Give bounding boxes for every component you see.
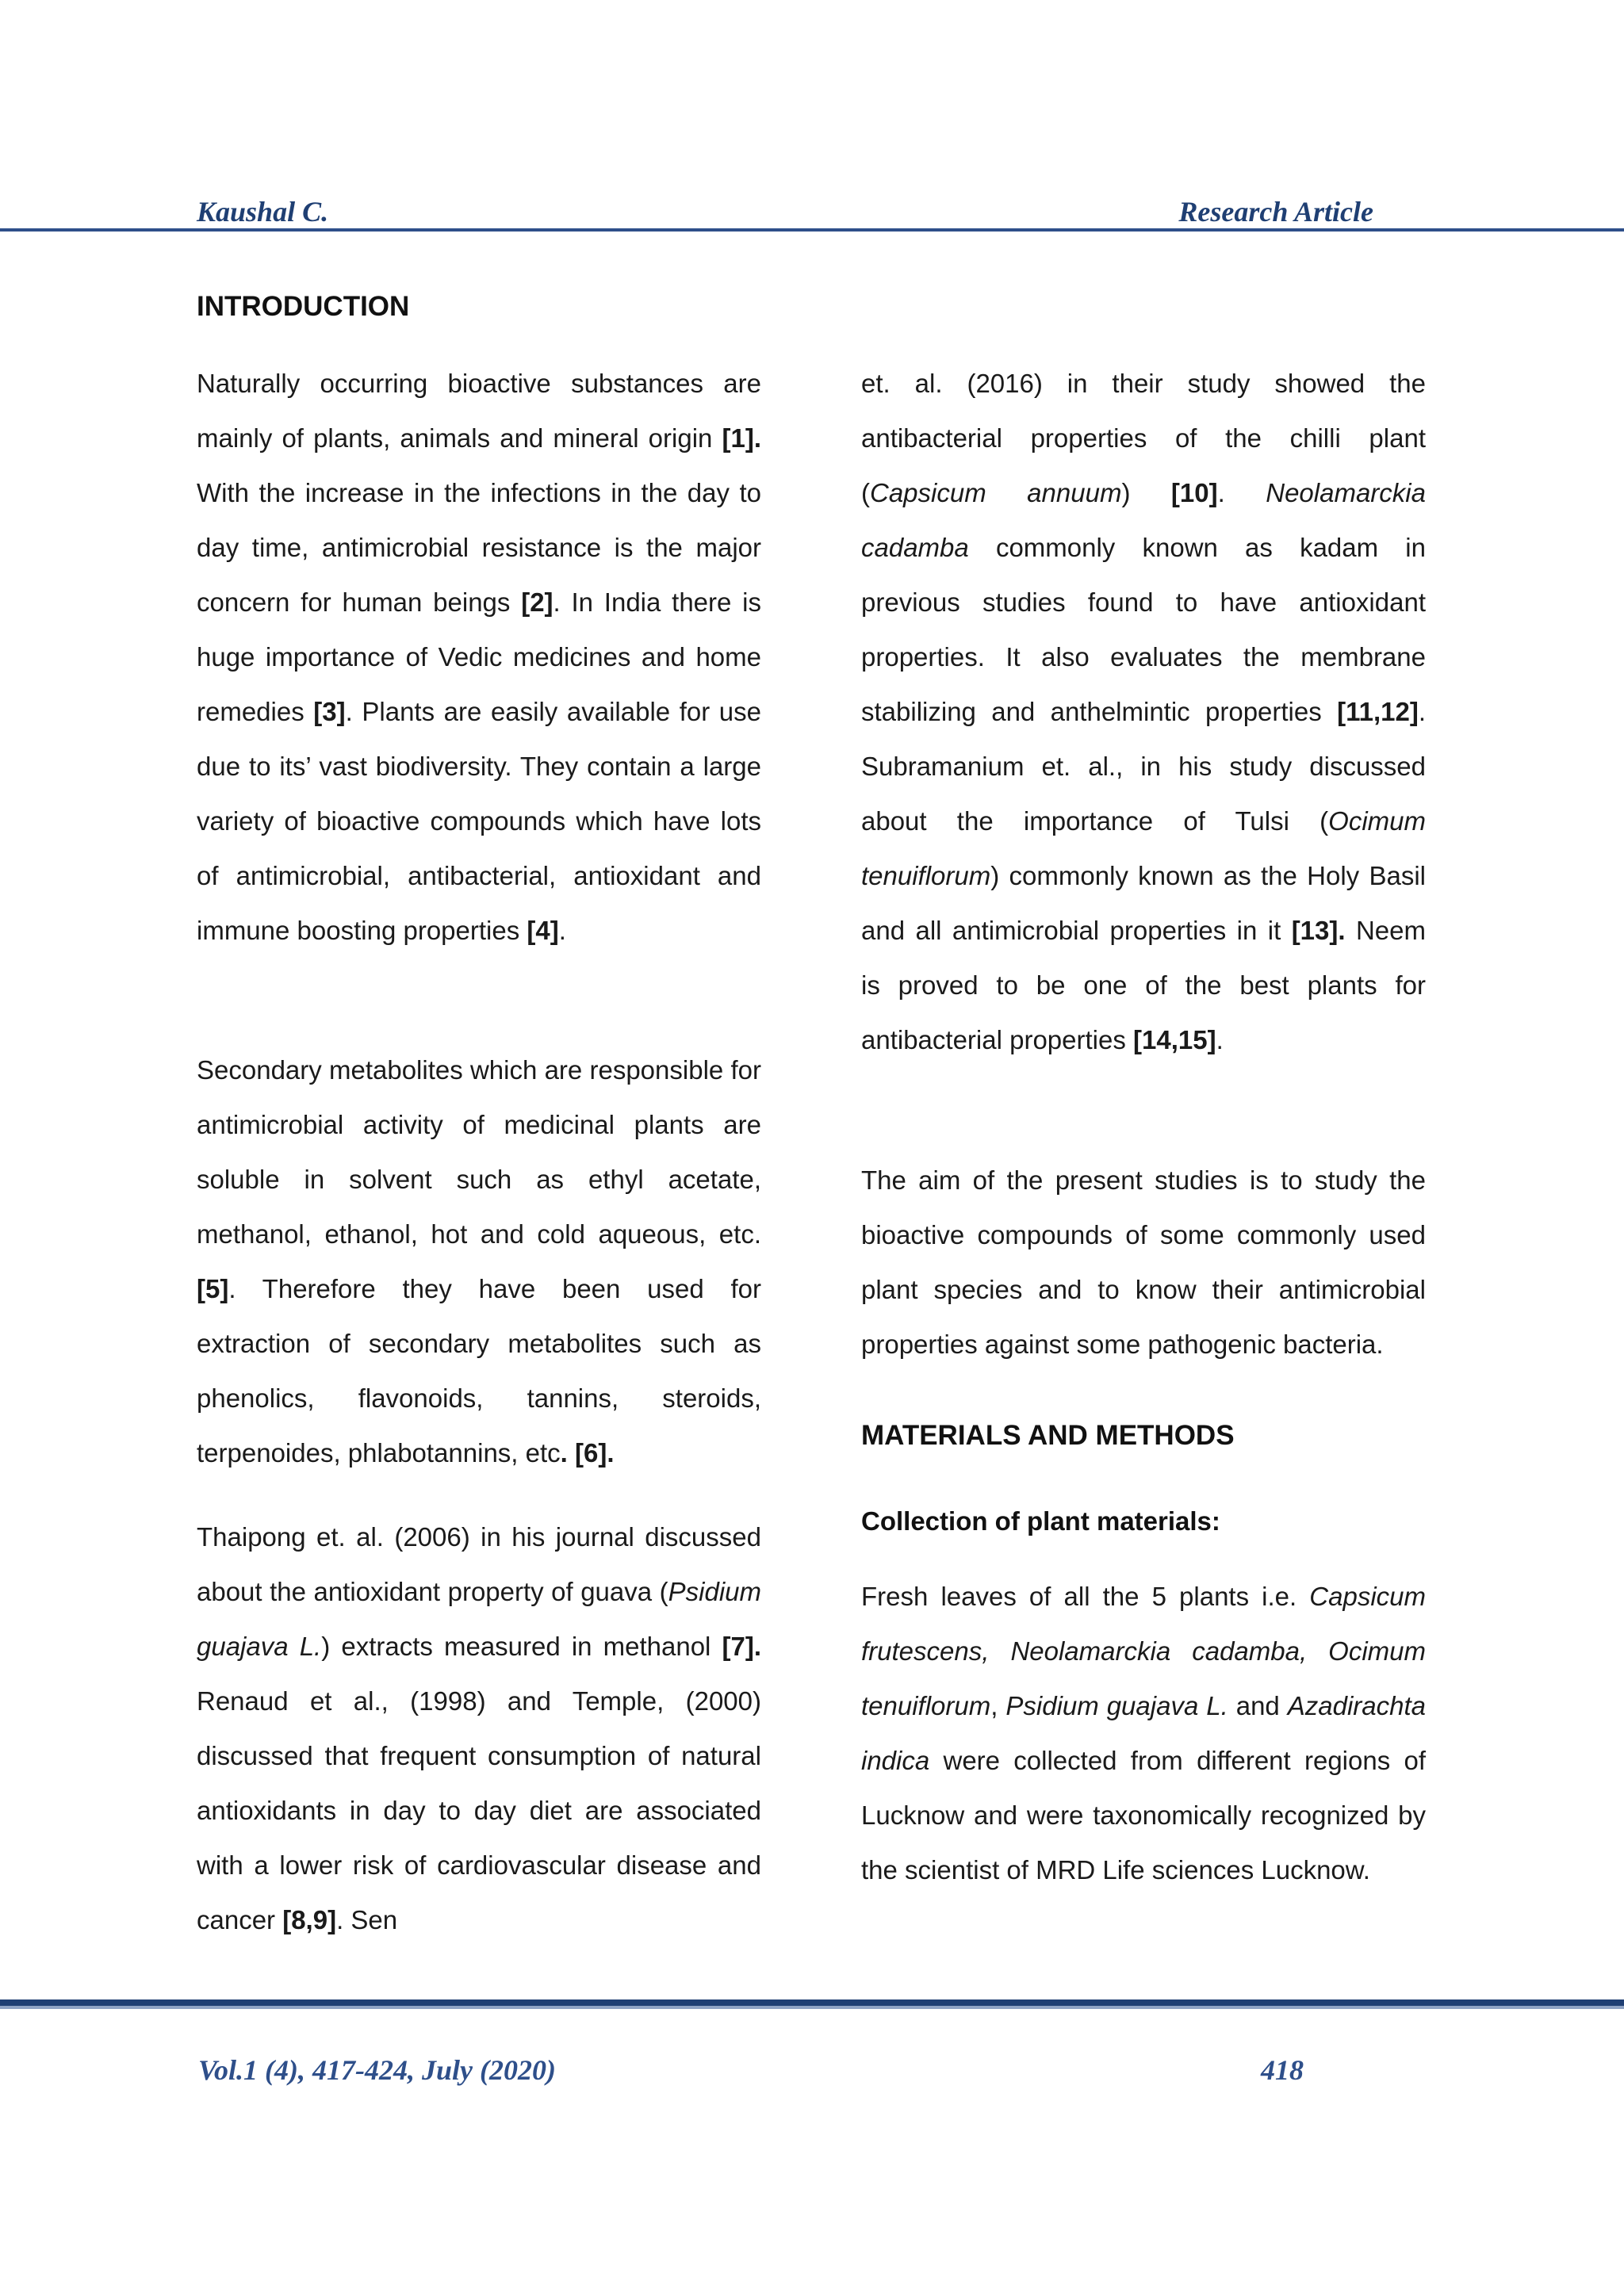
collection-subheading: Collection of plant materials: [861,1506,1220,1536]
volume-info: Vol.1 (4), 417-424, July (2020) [198,2054,556,2086]
introduction-heading: INTRODUCTION [197,291,410,322]
author-name: Kaushal C. [197,196,329,228]
intro-paragraph-4: et. al. (2016) in their study showed the antibacterial properties of the chilli plant (Capsicum annuum) [10]. Neolamarckia cadamba commonly known as kadam in previous studies found to have antioxidant properties. It also evaluates the membrane stabilizing and anthelmintic properties [11,12]. Subramanium et. al., in his study discussed about the importance of Tulsi (Ocimum tenuiflorum) commonly known as the Holy Basil and all antimicrobial properties in it [13]. Neem is proved to be one of the best plants for antibacterial properties [14,15]. [861,369,1426,1054]
header-rule [0,228,1624,232]
intro-paragraph-5: The aim of the present studies is to study the bioactive compounds of some commonly used plant species and to know their antimicrobial properties against some pathogenic bacteria. [861,1165,1426,1359]
intro-paragraph-3: Thaipong et. al. (2006) in his journal discussed about the antioxidant property of guava (Psidium guajava L.) extracts measured in methanol [7]. Renaud et al., (1998) and Temple, (2000) discussed that frequent consumption of natural antioxidants in day to day diet are associated with a lower risk of cardiovascular disease and cancer [8,9]. Sen [197,1522,761,1934]
footer-rule [0,1999,1624,2006]
intro-paragraph-1: Naturally occurring bioactive substances are mainly of plants, animals and mineral origin [1]. With the increase in the infections in the day to day time, antimicrobial resistance is the major concern for human beings [2]. In India there is huge importance of Vedic medicines and home remedies [3]. Plants are easily available for use due to its’ vast biodiversity. They contain a large variety of bioactive compounds which have lots of antimicrobial, antibacterial, antioxidant and immune boosting properties [4]. [197,369,762,945]
intro-paragraph-2: Secondary metabolites which are responsible for antimicrobial activity of medicinal plants are soluble in solvent such as ethyl acetate, methanol, ethanol, hot and cold aqueous, etc. [5]. Therefore they have been used for extraction of secondary metabolites such as phenolics, flavonoids, tannins, steroids, terpenoides, phlabotannins, etc. [6]. [197,1055,761,1468]
methods-paragraph-1: Fresh leaves of all the 5 plants i.e. Capsicum frutescens, Neolamarckia cadamba, Ocimum tenuiflorum, Psidium guajava L. and Azadirachta indica were collected from different regions of Lucknow and were taxonomically recognized by the scientist of MRD Life sciences Lucknow. [861,1582,1426,1885]
page-number: 418 [1261,2054,1304,2086]
running-foot [198,2053,1308,2093]
article-type: Research Article [1178,196,1373,228]
materials-methods-heading: MATERIALS AND METHODS [861,1420,1235,1451]
